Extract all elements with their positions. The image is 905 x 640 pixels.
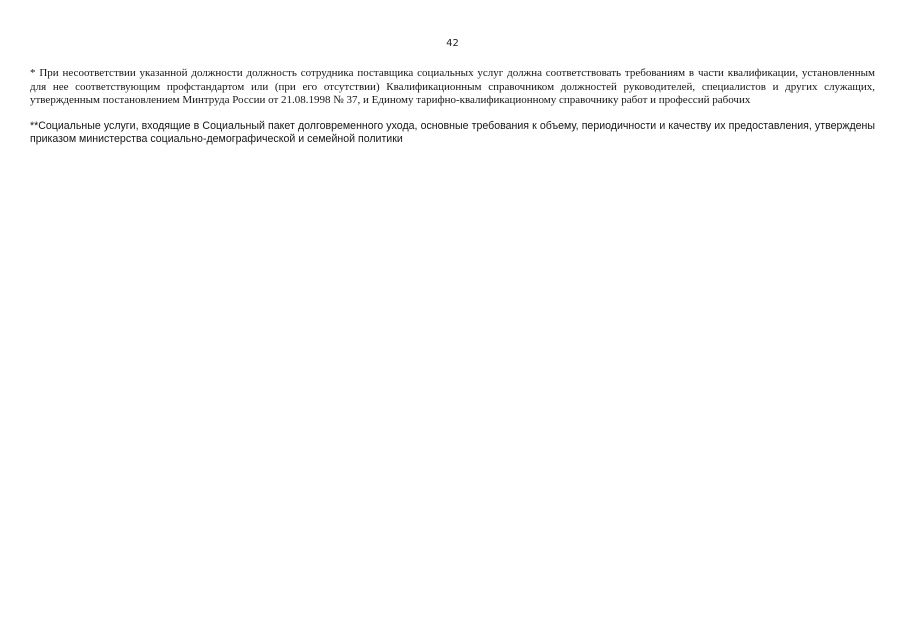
page-number: 42: [446, 38, 459, 49]
footnotes-section: [30, 67, 875, 147]
footnote-qualification-requirements: * При несоответствии указанной должности должность сотрудника поставщика социальных услуг должна соответствовать требованиям в части квалификации, установленным для нее соответствующим профстандартом или (при его отсутствии) Квалификационным справочником должностей руководителей, специалистов и других служащих, утвержденным постановлением Минтруда России от 21.08.1998 № 37, и Единому тарифно-квалификационному справочнику работ и профессий рабочих: [30, 67, 875, 106]
footnote-social-services-package: **Социальные услуги, входящие в Социальный пакет долговременного ухода, основные требования к объему, периодичности и качеству их предоставления, утверждены приказом министерства социально-демографической и семейной политики: [30, 119, 875, 145]
